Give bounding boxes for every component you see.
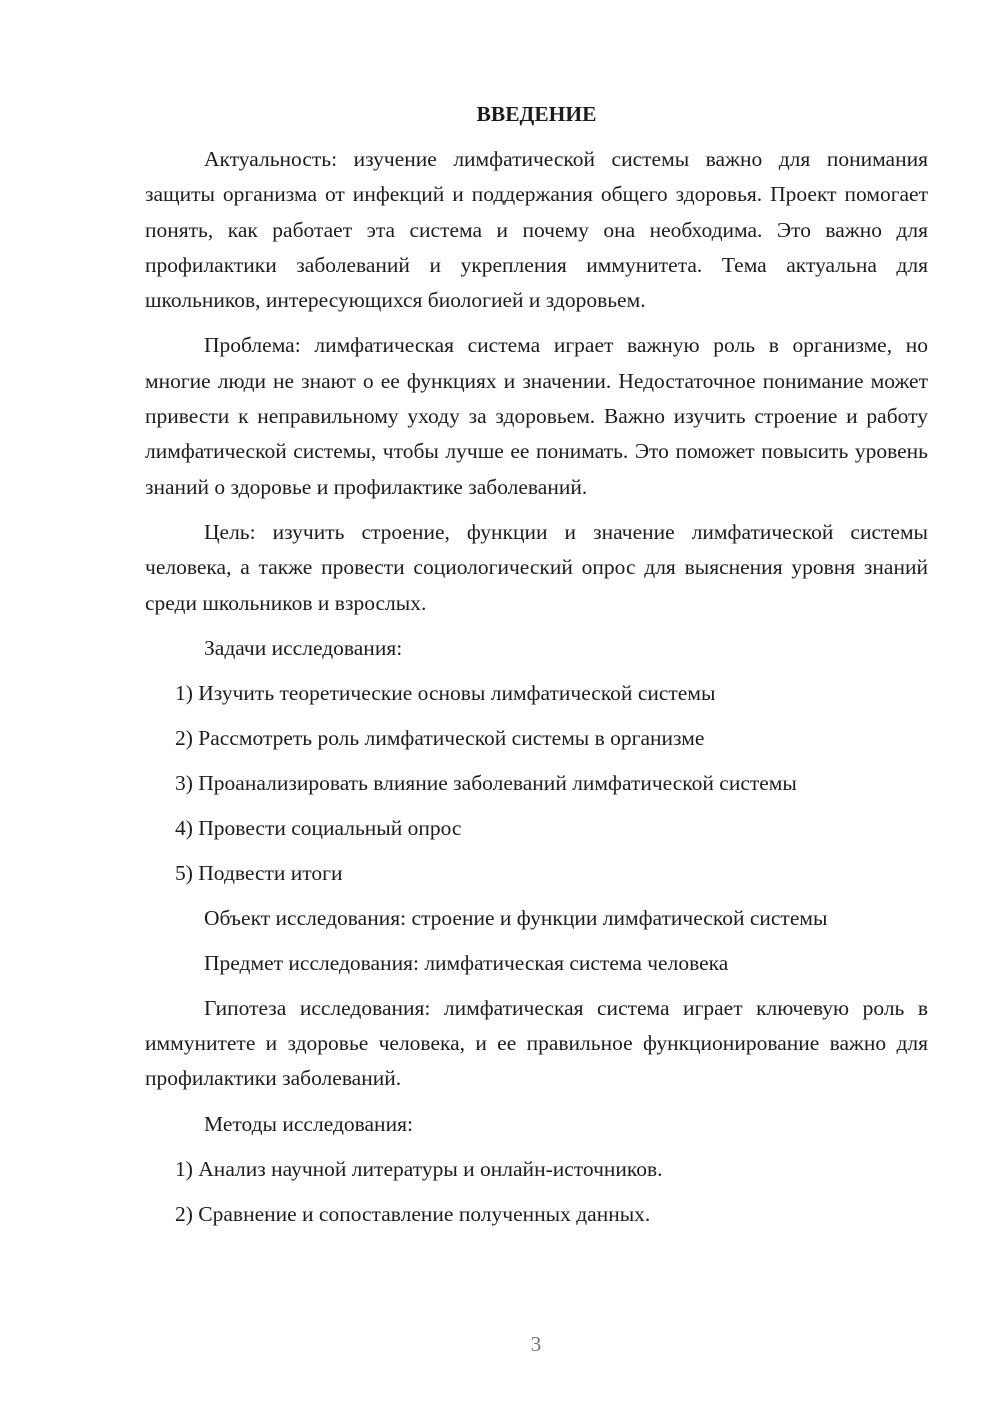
tasks-list	[145, 676, 928, 891]
methods-list	[145, 1152, 928, 1232]
list-item: 1) Анализ научной литературы и онлайн-источников.	[175, 1156, 663, 1181]
list-item: 2) Рассмотреть роль лимфатической системы в организме	[175, 725, 705, 750]
goal-paragraph: Цель: изучить строение, функции и значение лимфатической системы человека, а также провести социологический опрос для выяснения уровня знаний среди школьников и взрослых.	[145, 519, 928, 615]
methods-heading: Методы исследования:	[204, 1111, 413, 1136]
research-subject: Предмет исследования: лимфатическая система человека	[204, 950, 729, 975]
list-item: 3) Проанализировать влияние заболеваний лимфатической системы	[175, 770, 797, 795]
tasks-heading: Задачи исследования:	[204, 635, 403, 660]
relevance-paragraph: Актуальность: изучение лимфатической системы важно для понимания защиты организма от инфекций и поддержания общего здоровья. Проект помогает понять, как работает эта система и почему она необходима. Это важно для профилактики заболеваний и укрепления иммунитета. Тема актуальна для школьников, интересующихся биологией и здоровьем.	[145, 147, 928, 313]
list-item: 1) Изучить теоретические основы лимфатической системы	[175, 680, 716, 705]
list-item: 4) Провести социальный опрос	[175, 815, 462, 840]
hypothesis-paragraph: Гипотеза исследования: лимфатическая система играет ключевую роль в иммунитете и здоровье человека, и ее правильное функционирование важно для профилактики заболеваний.	[145, 995, 928, 1091]
page-number: 3	[530, 1332, 542, 1356]
problem-paragraph: Проблема: лимфатическая система играет важную роль в организме, но многие люди не знают о ее функциях и значении. Недостаточное понимание может привести к неправильному уходу за здоровьем. Важно изучить строение и работу лимфатической системы, чтобы лучше ее понимать. Это поможет повысить уровень знаний о здоровье и профилактике заболеваний.	[145, 333, 928, 499]
list-item: 5) Подвести итоги	[175, 860, 343, 885]
list-item: 2) Сравнение и сопоставление полученных данных.	[175, 1201, 651, 1226]
page-content	[145, 97, 928, 1242]
section-title: ВВЕДЕНИЕ	[476, 102, 597, 126]
research-object: Объект исследования: строение и функции лимфатической системы	[204, 905, 828, 930]
